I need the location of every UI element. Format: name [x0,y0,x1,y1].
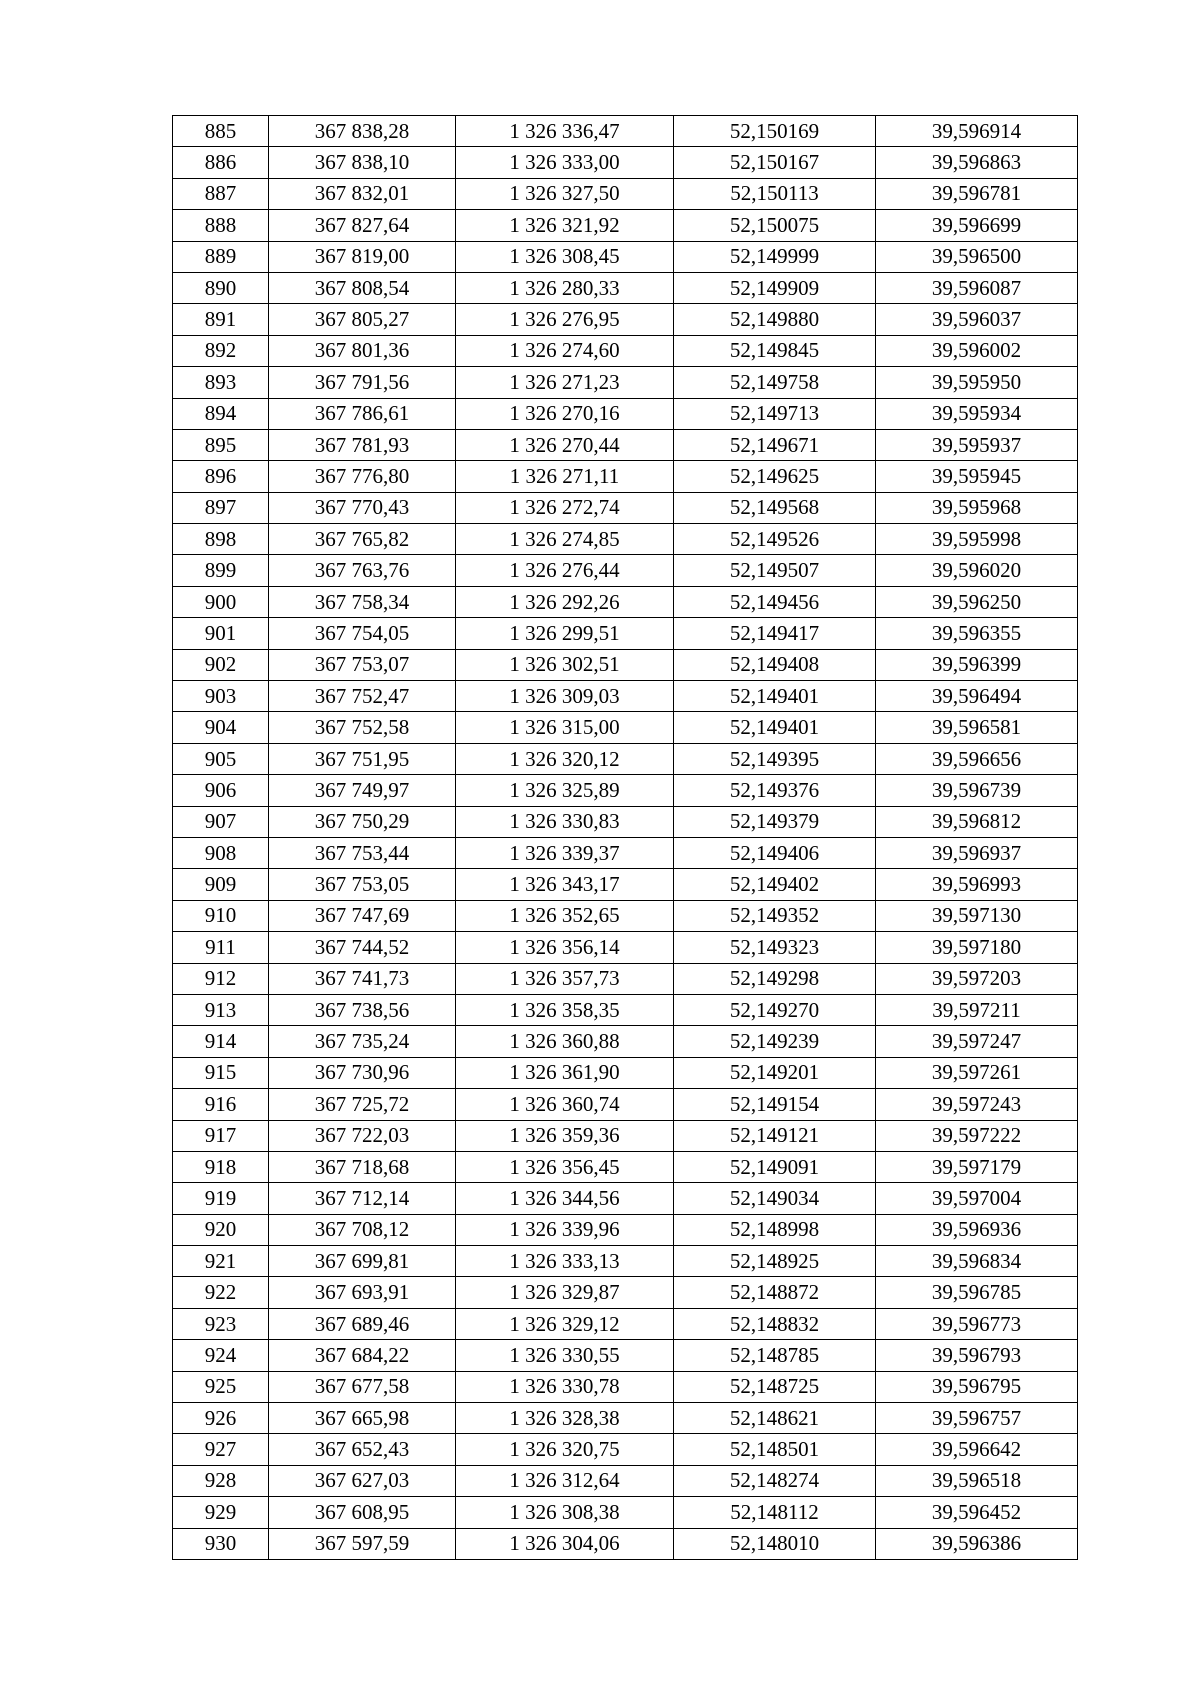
latitude-cell: 52,150167 [674,147,876,178]
latitude-cell: 52,149323 [674,932,876,963]
longitude-cell: 39,595950 [876,367,1078,398]
y-coordinate-cell: 1 326 356,14 [456,932,674,963]
point-number-cell: 892 [173,335,269,366]
x-coordinate-cell: 367 781,93 [269,429,456,460]
table-row [173,1089,1078,1120]
table-row [173,335,1078,366]
x-coordinate-cell: 367 735,24 [269,1026,456,1057]
table-row [173,1151,1078,1182]
y-coordinate-cell: 1 326 328,38 [456,1403,674,1434]
x-coordinate-cell: 367 838,10 [269,147,456,178]
table-row [173,1340,1078,1371]
longitude-cell: 39,596793 [876,1340,1078,1371]
x-coordinate-cell: 367 749,97 [269,775,456,806]
longitude-cell: 39,596581 [876,712,1078,743]
longitude-cell: 39,596993 [876,869,1078,900]
y-coordinate-cell: 1 326 329,12 [456,1308,674,1339]
longitude-cell: 39,596773 [876,1308,1078,1339]
y-coordinate-cell: 1 326 333,13 [456,1246,674,1277]
latitude-cell: 52,149758 [674,367,876,398]
longitude-cell: 39,596087 [876,272,1078,303]
point-number-cell: 895 [173,429,269,460]
latitude-cell: 52,149034 [674,1183,876,1214]
point-number-cell: 907 [173,806,269,837]
latitude-cell: 52,148832 [674,1308,876,1339]
x-coordinate-cell: 367 758,34 [269,586,456,617]
latitude-cell: 52,149456 [674,586,876,617]
latitude-cell: 52,148501 [674,1434,876,1465]
longitude-cell: 39,596494 [876,681,1078,712]
table-row [173,1403,1078,1434]
table-row [173,963,1078,994]
point-number-cell: 923 [173,1308,269,1339]
x-coordinate-cell: 367 753,44 [269,837,456,868]
latitude-cell: 52,149376 [674,775,876,806]
table-row [173,775,1078,806]
y-coordinate-cell: 1 326 358,35 [456,994,674,1025]
table-row [173,806,1078,837]
x-coordinate-cell: 367 718,68 [269,1151,456,1182]
point-number-cell: 915 [173,1057,269,1088]
longitude-cell: 39,596386 [876,1528,1078,1559]
latitude-cell: 52,149201 [674,1057,876,1088]
latitude-cell: 52,148621 [674,1403,876,1434]
table-row [173,524,1078,555]
table-row [173,210,1078,241]
longitude-cell: 39,596500 [876,241,1078,272]
point-number-cell: 912 [173,963,269,994]
point-number-cell: 925 [173,1371,269,1402]
y-coordinate-cell: 1 326 333,00 [456,147,674,178]
point-number-cell: 902 [173,649,269,680]
point-number-cell: 928 [173,1465,269,1496]
table-row [173,147,1078,178]
y-coordinate-cell: 1 326 280,33 [456,272,674,303]
point-number-cell: 919 [173,1183,269,1214]
coordinates-table-body [173,116,1078,1560]
y-coordinate-cell: 1 326 330,55 [456,1340,674,1371]
table-row [173,994,1078,1025]
point-number-cell: 910 [173,900,269,931]
latitude-cell: 52,149091 [674,1151,876,1182]
longitude-cell: 39,596757 [876,1403,1078,1434]
longitude-cell: 39,596699 [876,210,1078,241]
point-number-cell: 926 [173,1403,269,1434]
x-coordinate-cell: 367 627,03 [269,1465,456,1496]
longitude-cell: 39,596642 [876,1434,1078,1465]
longitude-cell: 39,597261 [876,1057,1078,1088]
table-row [173,1057,1078,1088]
longitude-cell: 39,596781 [876,178,1078,209]
longitude-cell: 39,595998 [876,524,1078,555]
x-coordinate-cell: 367 665,98 [269,1403,456,1434]
latitude-cell: 52,149568 [674,492,876,523]
y-coordinate-cell: 1 326 274,85 [456,524,674,555]
x-coordinate-cell: 367 689,46 [269,1308,456,1339]
x-coordinate-cell: 367 801,36 [269,335,456,366]
latitude-cell: 52,149999 [674,241,876,272]
coordinates-table [172,115,1078,1560]
table-row [173,1497,1078,1528]
point-number-cell: 889 [173,241,269,272]
point-number-cell: 908 [173,837,269,868]
table-row [173,461,1078,492]
latitude-cell: 52,150075 [674,210,876,241]
y-coordinate-cell: 1 326 330,83 [456,806,674,837]
x-coordinate-cell: 367 608,95 [269,1497,456,1528]
x-coordinate-cell: 367 765,82 [269,524,456,555]
x-coordinate-cell: 367 752,58 [269,712,456,743]
table-row [173,1183,1078,1214]
table-row [173,586,1078,617]
longitude-cell: 39,596863 [876,147,1078,178]
x-coordinate-cell: 367 684,22 [269,1340,456,1371]
latitude-cell: 52,149909 [674,272,876,303]
table-row [173,1465,1078,1496]
table-row [173,1434,1078,1465]
longitude-cell: 39,596785 [876,1277,1078,1308]
longitude-cell: 39,596037 [876,304,1078,335]
latitude-cell: 52,148010 [674,1528,876,1559]
point-number-cell: 914 [173,1026,269,1057]
latitude-cell: 52,149298 [674,963,876,994]
point-number-cell: 900 [173,586,269,617]
y-coordinate-cell: 1 326 271,23 [456,367,674,398]
latitude-cell: 52,149401 [674,681,876,712]
y-coordinate-cell: 1 326 270,16 [456,398,674,429]
y-coordinate-cell: 1 326 320,75 [456,1434,674,1465]
x-coordinate-cell: 367 699,81 [269,1246,456,1277]
point-number-cell: 885 [173,116,269,147]
point-number-cell: 890 [173,272,269,303]
longitude-cell: 39,597247 [876,1026,1078,1057]
longitude-cell: 39,595945 [876,461,1078,492]
point-number-cell: 905 [173,743,269,774]
latitude-cell: 52,149408 [674,649,876,680]
point-number-cell: 897 [173,492,269,523]
x-coordinate-cell: 367 819,00 [269,241,456,272]
x-coordinate-cell: 367 708,12 [269,1214,456,1245]
longitude-cell: 39,597243 [876,1089,1078,1120]
table-row [173,869,1078,900]
x-coordinate-cell: 367 722,03 [269,1120,456,1151]
latitude-cell: 52,149507 [674,555,876,586]
longitude-cell: 39,597222 [876,1120,1078,1151]
y-coordinate-cell: 1 326 343,17 [456,869,674,900]
y-coordinate-cell: 1 326 299,51 [456,618,674,649]
longitude-cell: 39,596834 [876,1246,1078,1277]
x-coordinate-cell: 367 751,95 [269,743,456,774]
longitude-cell: 39,597211 [876,994,1078,1025]
longitude-cell: 39,597203 [876,963,1078,994]
table-row [173,398,1078,429]
point-number-cell: 917 [173,1120,269,1151]
longitude-cell: 39,596355 [876,618,1078,649]
point-number-cell: 921 [173,1246,269,1277]
x-coordinate-cell: 367 770,43 [269,492,456,523]
y-coordinate-cell: 1 326 274,60 [456,335,674,366]
table-row [173,492,1078,523]
table-row [173,837,1078,868]
x-coordinate-cell: 367 832,01 [269,178,456,209]
point-number-cell: 906 [173,775,269,806]
point-number-cell: 898 [173,524,269,555]
x-coordinate-cell: 367 744,52 [269,932,456,963]
point-number-cell: 887 [173,178,269,209]
y-coordinate-cell: 1 326 270,44 [456,429,674,460]
table-row [173,178,1078,209]
y-coordinate-cell: 1 326 330,78 [456,1371,674,1402]
table-row [173,367,1078,398]
y-coordinate-cell: 1 326 276,44 [456,555,674,586]
latitude-cell: 52,148925 [674,1246,876,1277]
y-coordinate-cell: 1 326 360,88 [456,1026,674,1057]
longitude-cell: 39,595934 [876,398,1078,429]
x-coordinate-cell: 367 725,72 [269,1089,456,1120]
latitude-cell: 52,149713 [674,398,876,429]
latitude-cell: 52,148785 [674,1340,876,1371]
x-coordinate-cell: 367 652,43 [269,1434,456,1465]
latitude-cell: 52,150113 [674,178,876,209]
y-coordinate-cell: 1 326 272,74 [456,492,674,523]
x-coordinate-cell: 367 750,29 [269,806,456,837]
x-coordinate-cell: 367 786,61 [269,398,456,429]
table-row [173,618,1078,649]
y-coordinate-cell: 1 326 327,50 [456,178,674,209]
latitude-cell: 52,149526 [674,524,876,555]
latitude-cell: 52,149121 [674,1120,876,1151]
y-coordinate-cell: 1 326 339,37 [456,837,674,868]
latitude-cell: 52,148274 [674,1465,876,1496]
latitude-cell: 52,149270 [674,994,876,1025]
y-coordinate-cell: 1 326 302,51 [456,649,674,680]
y-coordinate-cell: 1 326 361,90 [456,1057,674,1088]
y-coordinate-cell: 1 326 325,89 [456,775,674,806]
table-row [173,304,1078,335]
table-row [173,1120,1078,1151]
longitude-cell: 39,596739 [876,775,1078,806]
table-row [173,1308,1078,1339]
latitude-cell: 52,149395 [674,743,876,774]
longitude-cell: 39,596914 [876,116,1078,147]
point-number-cell: 920 [173,1214,269,1245]
y-coordinate-cell: 1 326 308,45 [456,241,674,272]
point-number-cell: 896 [173,461,269,492]
latitude-cell: 52,149239 [674,1026,876,1057]
table-row [173,1214,1078,1245]
latitude-cell: 52,149406 [674,837,876,868]
point-number-cell: 899 [173,555,269,586]
table-row [173,1277,1078,1308]
y-coordinate-cell: 1 326 276,95 [456,304,674,335]
table-row [173,1371,1078,1402]
x-coordinate-cell: 367 791,56 [269,367,456,398]
longitude-cell: 39,596452 [876,1497,1078,1528]
table-row [173,649,1078,680]
point-number-cell: 911 [173,932,269,963]
y-coordinate-cell: 1 326 357,73 [456,963,674,994]
y-coordinate-cell: 1 326 336,47 [456,116,674,147]
y-coordinate-cell: 1 326 312,64 [456,1465,674,1496]
table-row [173,272,1078,303]
x-coordinate-cell: 367 753,07 [269,649,456,680]
latitude-cell: 52,148998 [674,1214,876,1245]
point-number-cell: 886 [173,147,269,178]
y-coordinate-cell: 1 326 292,26 [456,586,674,617]
x-coordinate-cell: 367 805,27 [269,304,456,335]
table-row [173,712,1078,743]
point-number-cell: 909 [173,869,269,900]
x-coordinate-cell: 367 597,59 [269,1528,456,1559]
table-row [173,555,1078,586]
point-number-cell: 901 [173,618,269,649]
point-number-cell: 903 [173,681,269,712]
longitude-cell: 39,596656 [876,743,1078,774]
table-row [173,743,1078,774]
x-coordinate-cell: 367 763,76 [269,555,456,586]
latitude-cell: 52,150169 [674,116,876,147]
table-row [173,1026,1078,1057]
latitude-cell: 52,149352 [674,900,876,931]
latitude-cell: 52,148725 [674,1371,876,1402]
longitude-cell: 39,597180 [876,932,1078,963]
x-coordinate-cell: 367 738,56 [269,994,456,1025]
longitude-cell: 39,596812 [876,806,1078,837]
point-number-cell: 893 [173,367,269,398]
longitude-cell: 39,597179 [876,1151,1078,1182]
point-number-cell: 927 [173,1434,269,1465]
y-coordinate-cell: 1 326 329,87 [456,1277,674,1308]
y-coordinate-cell: 1 326 359,36 [456,1120,674,1151]
latitude-cell: 52,149154 [674,1089,876,1120]
latitude-cell: 52,148872 [674,1277,876,1308]
longitude-cell: 39,596399 [876,649,1078,680]
x-coordinate-cell: 367 754,05 [269,618,456,649]
x-coordinate-cell: 367 693,91 [269,1277,456,1308]
point-number-cell: 930 [173,1528,269,1559]
point-number-cell: 891 [173,304,269,335]
y-coordinate-cell: 1 326 320,12 [456,743,674,774]
table-row [173,1246,1078,1277]
latitude-cell: 52,149880 [674,304,876,335]
point-number-cell: 894 [173,398,269,429]
latitude-cell: 52,149401 [674,712,876,743]
latitude-cell: 52,149625 [674,461,876,492]
longitude-cell: 39,596795 [876,1371,1078,1402]
table-row [173,241,1078,272]
x-coordinate-cell: 367 747,69 [269,900,456,931]
y-coordinate-cell: 1 326 304,06 [456,1528,674,1559]
point-number-cell: 922 [173,1277,269,1308]
point-number-cell: 904 [173,712,269,743]
table-row [173,932,1078,963]
y-coordinate-cell: 1 326 339,96 [456,1214,674,1245]
latitude-cell: 52,148112 [674,1497,876,1528]
latitude-cell: 52,149402 [674,869,876,900]
y-coordinate-cell: 1 326 321,92 [456,210,674,241]
point-number-cell: 924 [173,1340,269,1371]
table-row [173,900,1078,931]
point-number-cell: 916 [173,1089,269,1120]
longitude-cell: 39,595968 [876,492,1078,523]
longitude-cell: 39,596020 [876,555,1078,586]
y-coordinate-cell: 1 326 352,65 [456,900,674,931]
latitude-cell: 52,149417 [674,618,876,649]
latitude-cell: 52,149845 [674,335,876,366]
x-coordinate-cell: 367 741,73 [269,963,456,994]
y-coordinate-cell: 1 326 308,38 [456,1497,674,1528]
longitude-cell: 39,596518 [876,1465,1078,1496]
y-coordinate-cell: 1 326 271,11 [456,461,674,492]
point-number-cell: 913 [173,994,269,1025]
y-coordinate-cell: 1 326 356,45 [456,1151,674,1182]
y-coordinate-cell: 1 326 360,74 [456,1089,674,1120]
longitude-cell: 39,597130 [876,900,1078,931]
x-coordinate-cell: 367 677,58 [269,1371,456,1402]
table-row [173,1528,1078,1559]
longitude-cell: 39,597004 [876,1183,1078,1214]
point-number-cell: 929 [173,1497,269,1528]
table-row [173,116,1078,147]
longitude-cell: 39,595937 [876,429,1078,460]
x-coordinate-cell: 367 753,05 [269,869,456,900]
x-coordinate-cell: 367 838,28 [269,116,456,147]
latitude-cell: 52,149671 [674,429,876,460]
x-coordinate-cell: 367 808,54 [269,272,456,303]
latitude-cell: 52,149379 [674,806,876,837]
table-row [173,429,1078,460]
longitude-cell: 39,596002 [876,335,1078,366]
x-coordinate-cell: 367 827,64 [269,210,456,241]
longitude-cell: 39,596250 [876,586,1078,617]
y-coordinate-cell: 1 326 344,56 [456,1183,674,1214]
x-coordinate-cell: 367 730,96 [269,1057,456,1088]
point-number-cell: 918 [173,1151,269,1182]
x-coordinate-cell: 367 776,80 [269,461,456,492]
longitude-cell: 39,596936 [876,1214,1078,1245]
x-coordinate-cell: 367 712,14 [269,1183,456,1214]
x-coordinate-cell: 367 752,47 [269,681,456,712]
longitude-cell: 39,596937 [876,837,1078,868]
table-row [173,681,1078,712]
y-coordinate-cell: 1 326 309,03 [456,681,674,712]
point-number-cell: 888 [173,210,269,241]
y-coordinate-cell: 1 326 315,00 [456,712,674,743]
